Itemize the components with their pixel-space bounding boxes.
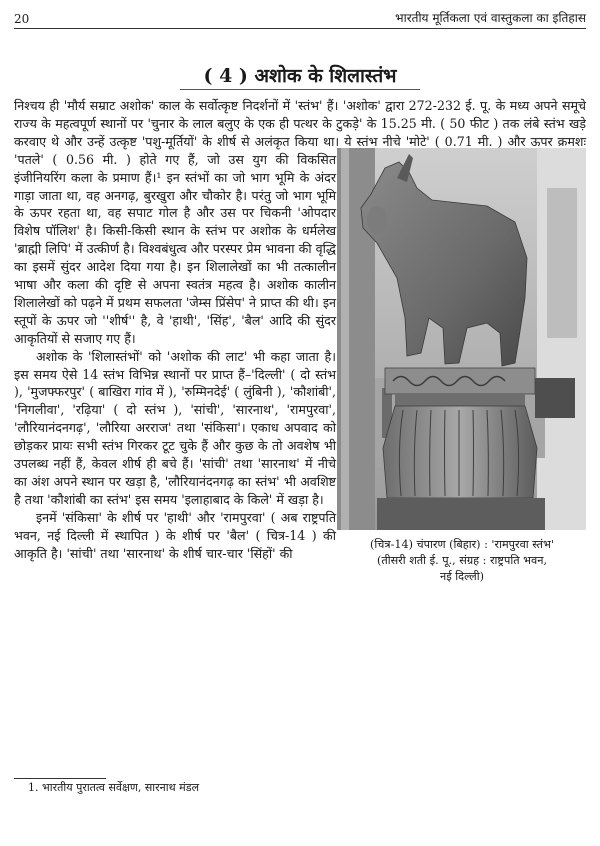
figure-caption-line1: (चित्र-14) चंपारण (बिहार) : 'रामपुरवा स्तंभ': [370, 538, 554, 551]
text-line: 'ब्राह्मी लिपि' में उत्कीर्ण है। विश्वबंधुत्व और परस्पर प्रेम भावना की वृद्धि: [14, 241, 336, 257]
text-line: 'लौरियानंदनगढ़', 'लौरिया अरराज' तथा 'संकिसा'। एकाध अपवाद को: [14, 420, 336, 436]
text-line: है तथा 'कौशांबी का स्तंभ' इस समय 'इलाहाबाद के किले' में खड़ा है।: [14, 491, 324, 507]
text-line: राज्य के महत्वपूर्ण स्थानों पर 'चुनार के लाल बलुए के एक ही पत्थर के टुकड़े' के 15.25 मी. ( 50 फीट ) तक लंबे स्तंभ खड़े: [14, 115, 586, 131]
text-line: उपलब्ध नहीं हैं, केवल शीर्ष ही बचे हैं। 'सांची' तथा 'सारनाथ' में नीचे: [14, 456, 336, 471]
text-line: ), 'मुजफ्फरपुर' ( बाखिरा गांव में ), 'रुम्मिनदेई' ( लुंबिनी ), 'कौशांबी',: [14, 384, 336, 400]
text-line: गाड़ा जाता था, वह अनगढ़, बुरखुरा और चौकोर है। परंतु जो भाग भूमि: [14, 187, 336, 203]
running-header: [14, 6, 586, 26]
page-number: 20: [14, 12, 30, 26]
text-line: इनमें 'संकिसा' के शीर्ष पर 'हाथी' और 'रामपुरवा' ( अब राष्ट्रपति: [36, 509, 336, 525]
text-line: आकृति है। 'सांची' तथा 'सारनाथ' के शीर्ष चार-चार 'सिंहों' की: [14, 545, 293, 561]
text-line: भाषा और कला की दृष्टि से अपना स्वतंत्र महत्व है। अशोक कालीन: [14, 277, 336, 292]
header-divider: [14, 28, 586, 29]
figure-caption-line2: (तीसरी शती ई. पू., संग्रह : राष्ट्रपति भवन,: [376, 554, 548, 567]
text-line: करवाए थे और उन्हें उत्कृष्ट 'पशु-मूर्तियों' के शीर्ष से अलंकृत किया था। ये स्तंभ नीचे 'मोटे' ( 0.71 मी. ) और ऊपर क्रमशः: [14, 133, 586, 149]
text-line: विशेष पॉलिश' है। किसी-किसी स्थान के स्तंभ पर अशोक के धर्मलेख: [14, 223, 336, 239]
text-line: के ऊपर रहता था, वह सपाट गोल है और उस पर चिकनी 'ओपदार: [14, 205, 336, 221]
section-title: ( 4 ) अशोक के शिलास्तंभ: [203, 65, 397, 87]
figure-caption-line3: नई दिल्ली): [440, 570, 484, 583]
text-line: स्तूपों के ऊपर जो ''शीर्ष'' है, वे 'हाथी', 'सिंह', 'बैल' आदि की सुंदर: [14, 312, 336, 328]
rampurva-bull-capital-photo: [337, 148, 586, 530]
text-line: भवन, नई दिल्ली में स्थापित ) के शीर्ष पर 'बैल' ( चित्र-14 ) की: [14, 527, 336, 543]
footnote: 1. भारतीय पुरातत्व सर्वेक्षण, सारनाथ मंडल: [28, 781, 200, 794]
text-line: छोड़कर प्रायः सभी स्तंभ गिरकर टूट चुके हैं और कुछ के तो अवशेष भी: [14, 438, 336, 454]
text-line: इस समय ऐसे 14 स्तंभ विभिन्न स्थानों पर प्राप्त हैं–'दिल्ली' ( दो स्तंभ: [14, 366, 336, 382]
footnote-divider: [14, 778, 106, 779]
text-line: का अंश अपने स्थान पर खड़ा है, 'लौरियानंदनगढ़ का स्तंभ' भी अवशिष्ट: [14, 473, 336, 489]
text-line: आकृतियों से सजाए गए हैं।: [14, 330, 136, 346]
text-line: अशोक के 'शिलास्तंभों' को 'अशोक की लाट' भी कहा जाता है।: [36, 348, 336, 364]
title-underline: [180, 89, 420, 90]
text-line: इंजीनियरिंग कला के प्रमाण हैं।¹ इन स्तंभों का जो भाग भूमि के अंदर: [14, 169, 336, 185]
book-title: भारतीय मूर्तिकला एवं वास्तुकला का इतिहास: [395, 11, 586, 25]
text-line: का इसमें सुंदर आदेश दिया गया है। इन शिलालेखों का भी तत्कालीन: [14, 259, 336, 275]
text-line: निश्चय ही 'मौर्य सम्राट अशोक' काल के सर्वोत्कृष्ट निदर्शनों में 'स्तंभ' हैं। 'अशोक' द्वारा 272-232 ई. पू. के मध्य अपने समूचे: [14, 98, 586, 113]
text-line: 'निगलीवा', 'रढ़िया' ( दो स्तंभ ), 'सांची', 'सारनाथ', 'रामपुरवा',: [14, 402, 336, 418]
text-line: 'पतले' ( 0.56 मी. ) होते गए हैं, जो उस युग की विकसित: [14, 151, 336, 167]
text-line: शिलालेखों को पढ़ने में प्रथम सफलता 'जेम्स प्रिंसेप' ने प्राप्त की थी। इन: [14, 294, 336, 310]
